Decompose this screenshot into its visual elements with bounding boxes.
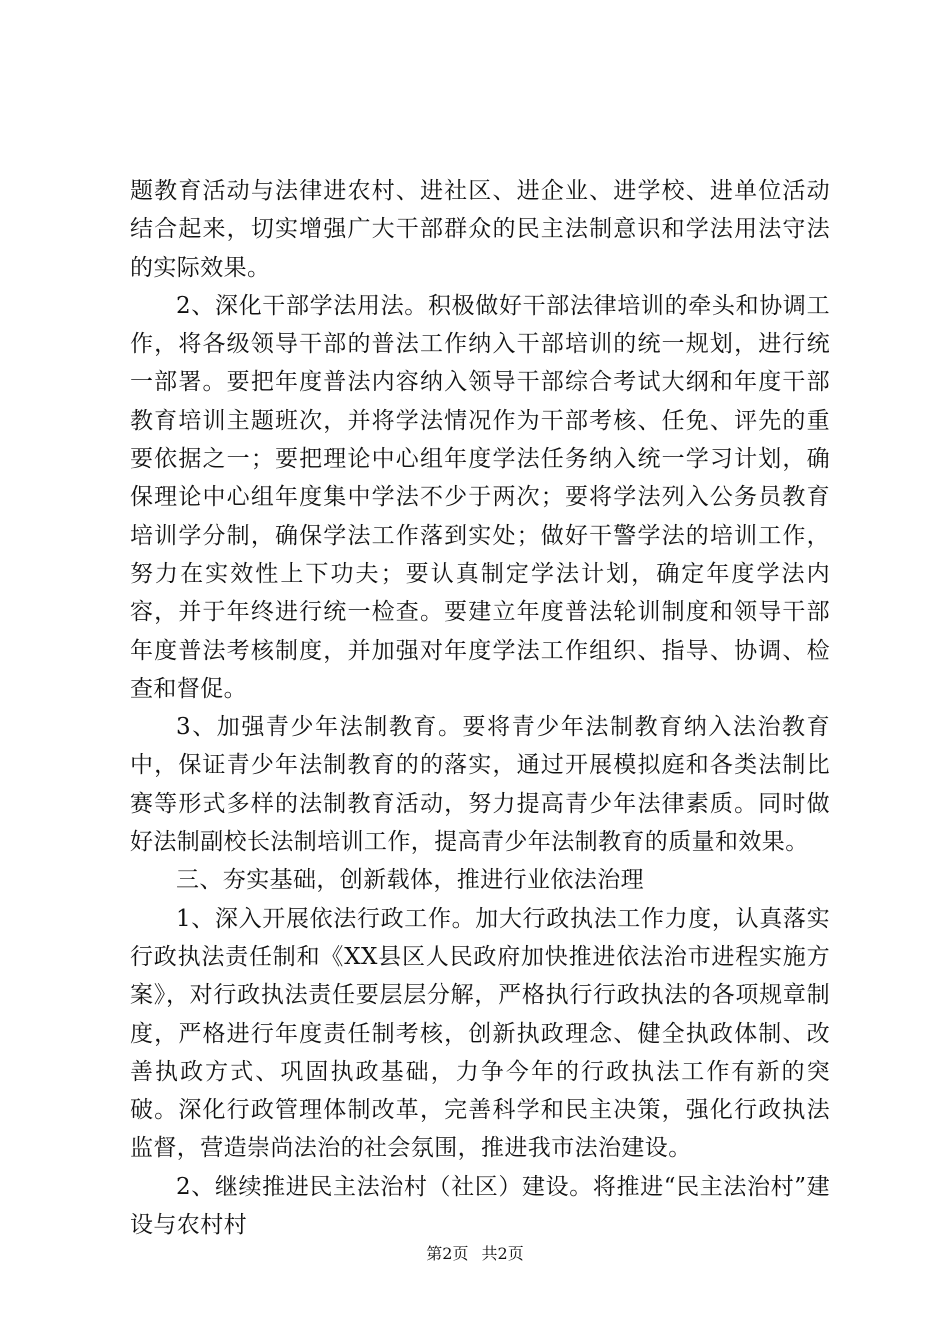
page-number: 第2页 [426, 1244, 469, 1263]
paragraph-democratic-village: 2、继续推进民主法治村（社区）建设。将推进“民主法治村”建设与农村村 [130, 1173, 830, 1239]
paragraph-continuation: 题教育活动与法律进农村、进社区、进企业、进学校、进单位活动结合起来，切实增强广大干部群众的民主法制意识和学法用法守法的实际效果。 [130, 178, 830, 281]
section-heading-three: 三、夯实基础，创新载体，推进行业依法治理 [176, 867, 644, 894]
paragraph-youth-legal-education: 3、加强青少年法制教育。要将青少年法制教育纳入法治教育中，保证青少年法制教育的的落实，通过开展模拟庭和各类法制比赛等形式多样的法制教育活动，努力提高青少年法律素质。同时做好法制副校长法制培训工作，提高青少年法制教育的质量和效果。 [130, 714, 830, 856]
paragraph-administration-by-law: 1、深入开展依法行政工作。加大行政执法工作力度，认真落实行政执法责任制和《XX县区人民政府加快推进依法治市进程实施方案》，对行政执法责任要层层分解，严格执行行政执法的各项规章制度，严格进行年度责任制考核，创新执政理念、健全执政体制、改善执政方式、巩固执政基础，力争今年的行政执法工作有新的突破。深化行政管理体制改革，完善科学和民主决策，强化行政执法监督，营造崇尚法治的社会氛围，推进我市法治建设。 [130, 905, 830, 1162]
paragraph-cadre-law-study: 2、深化干部学法用法。积极做好干部法律培训的牵头和协调工作，将各级领导干部的普法工作纳入干部培训的统一规划，进行统一部署。要把年度普法内容纳入领导干部综合考试大纲和年度干部教育培训主题班次，并将学法情况作为干部考核、任免、评先的重要依据之一；要把理论中心组年度学法任务纳入统一学习计划，确保理论中心组年度集中学法不少于两次；要将学法列入公务员教育培训学分制，确保学法工作落到实处；做好干警学法的培训工作，努力在实效性上下功夫；要认真制定学法计划，确定年度学法内容，并于年终进行统一检查。要建立年度普法轮训制度和领导干部年度普法考核制度，并加强对年度学法工作组织、指导、协调、检查和督促。 [130, 292, 830, 702]
document-body [130, 172, 830, 1244]
page-total: 共2页 [481, 1244, 524, 1263]
page-footer [0, 1244, 950, 1264]
